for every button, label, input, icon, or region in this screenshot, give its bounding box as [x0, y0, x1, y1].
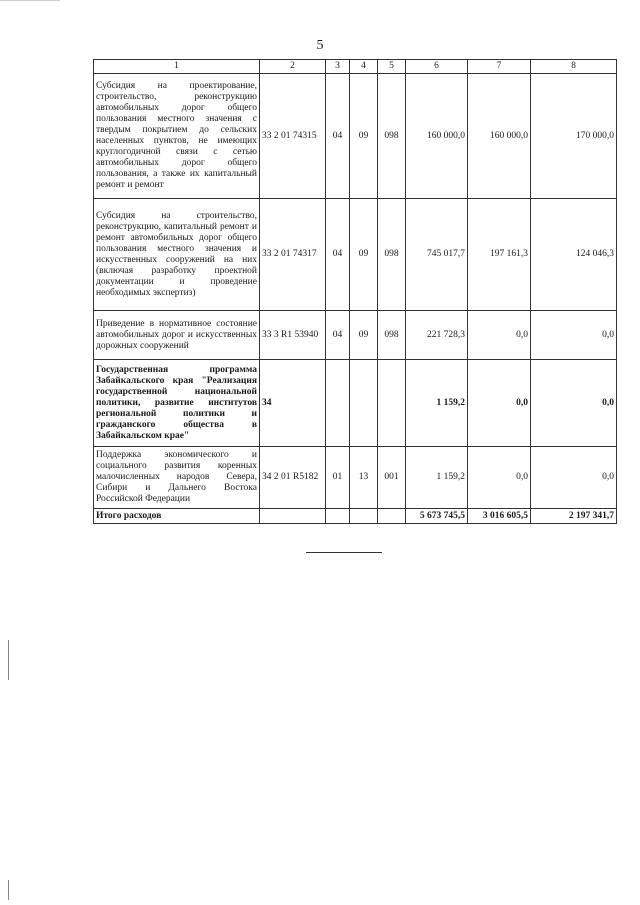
separator-line [306, 552, 382, 553]
item-subsection: 09 [350, 74, 378, 199]
total-row [94, 509, 617, 524]
column-header: 5 [378, 60, 406, 74]
item-value-col6: 160 000,0 [406, 74, 468, 199]
item-name: Субсидия на строительство, реконструкцию, капитальный ремонт и ремонт автомобильных дорог общего пользования местного значения и искусственных сооружений на них (включая разработку проектной документации и проведение необходимых экспертиз) [94, 199, 260, 311]
item-value-col8: 0,0 [531, 447, 617, 509]
empty-cell [350, 509, 378, 524]
item-value-col7: 160 000,0 [468, 74, 531, 199]
item-code: 33 2 01 74317 [260, 199, 326, 311]
total-value-col8: 2 197 341,7 [531, 509, 617, 524]
item-section: 04 [326, 311, 350, 360]
item-expense-type: 098 [378, 74, 406, 199]
item-value-col7: 0,0 [468, 311, 531, 360]
total-label: Итого расходов [94, 509, 260, 524]
column-header: 8 [531, 60, 617, 74]
item-value-col8: 124 046,3 [531, 199, 617, 311]
table-row [94, 199, 617, 311]
item-subsection: 13 [350, 447, 378, 509]
item-value-col7: 197 161,3 [468, 199, 531, 311]
column-header: 7 [468, 60, 531, 74]
item-name: Поддержка экономического и социального развития коренных малочисленных народов Севера, Сибири и Дальнего Востока Российской Федерации [94, 447, 260, 509]
program-name: Государственная программа Забайкальского края "Реализация государственной национальной политики, развитие институтов региональной политики и гражданского общества в Забайкальском крае" [94, 360, 260, 447]
item-section: 04 [326, 74, 350, 199]
item-subsection: 09 [350, 199, 378, 311]
column-header: 4 [350, 60, 378, 74]
item-value-col8: 0,0 [531, 360, 617, 447]
column-header: 6 [406, 60, 468, 74]
item-code: 34 2 01 R5182 [260, 447, 326, 509]
table-header-row [94, 60, 617, 74]
item-value-col7: 0,0 [468, 447, 531, 509]
total-value-col6: 5 673 745,5 [406, 509, 468, 524]
item-section [326, 360, 350, 447]
item-expense-type [378, 360, 406, 447]
item-subsection [350, 360, 378, 447]
item-subsection: 09 [350, 311, 378, 360]
item-value-col8: 170 000,0 [531, 74, 617, 199]
item-expense-type: 098 [378, 199, 406, 311]
table-row [94, 74, 617, 199]
table-row [94, 311, 617, 360]
item-value-col6: 221 728,3 [406, 311, 468, 360]
item-expense-type: 001 [378, 447, 406, 509]
empty-cell [378, 509, 406, 524]
item-code: 33 2 01 74315 [260, 74, 326, 199]
total-value-col7: 3 016 605,5 [468, 509, 531, 524]
item-expense-type: 098 [378, 311, 406, 360]
item-value-col6: 745 017,7 [406, 199, 468, 311]
item-section: 01 [326, 447, 350, 509]
column-header: 2 [260, 60, 326, 74]
table-row-program [94, 360, 617, 447]
scan-edge-mark [0, 0, 60, 1]
empty-cell [260, 509, 326, 524]
item-name: Приведение в нормативное состояние автомобильных дорог и искусственных дорожных сооружений [94, 311, 260, 360]
item-value-col7: 0,0 [468, 360, 531, 447]
scan-edge-mark [8, 640, 9, 680]
table-row [94, 447, 617, 509]
empty-cell [326, 509, 350, 524]
item-value-col8: 0,0 [531, 311, 617, 360]
program-code: 34 [260, 360, 326, 447]
item-section: 04 [326, 199, 350, 311]
item-name: Субсидия на проектирование, строительство, реконструкцию автомобильных дорог общего пользования местного значения с твердым покрытием до сельских населенных пунктов, не имеющих круглогодичной связи с сетью автомобильных дорог общего пользования, а также их капитальный ремонт и ремонт [94, 74, 260, 199]
item-code: 33 3 R1 53940 [260, 311, 326, 360]
column-header: 1 [94, 60, 260, 74]
scan-edge-mark [8, 880, 9, 900]
item-value-col6: 1 159,2 [406, 447, 468, 509]
budget-table [93, 59, 617, 524]
column-header: 3 [326, 60, 350, 74]
page-number: 5 [316, 38, 324, 53]
item-value-col6: 1 159,2 [406, 360, 468, 447]
